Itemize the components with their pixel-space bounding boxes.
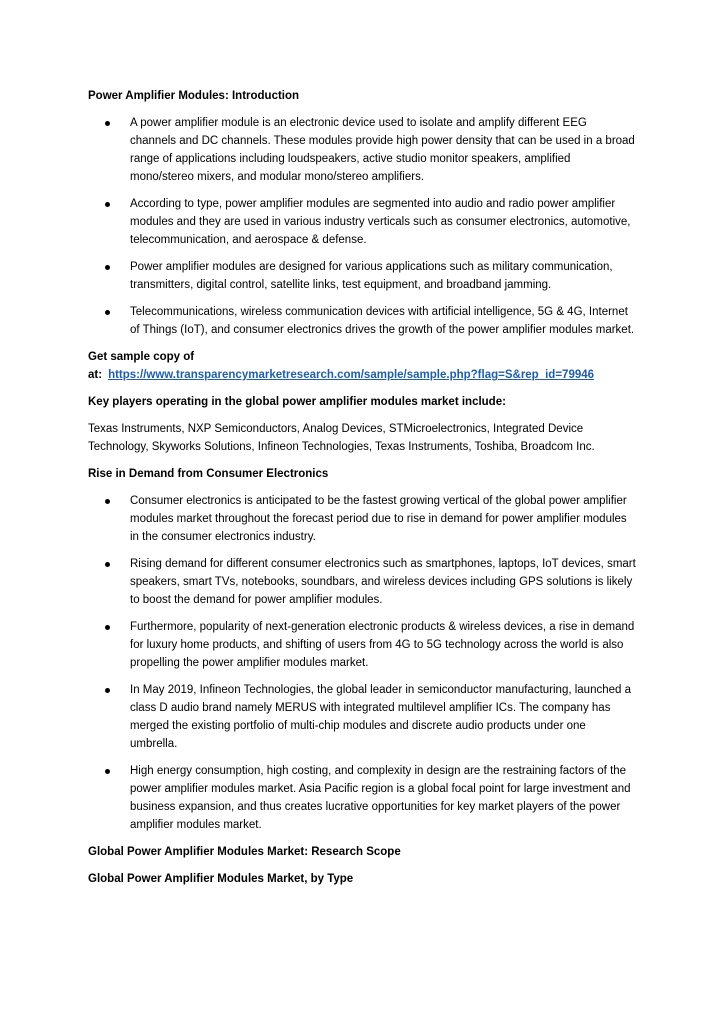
bullet-text: A power amplifier module is an electronic device used to isolate and amplify different EEG channels and DC channels. These modules provide high power density that can be used in a broad range of applications including loudspeakers, active studio monitor speakers, amplified mono/stereo mixers, and modular mono/stereo amplifiers. — [130, 117, 635, 183]
bullet-text: Furthermore, popularity of next-generation electronic products & wireless devices, a rise in demand for luxury home products, and shifting of users from 4G to 5G technology across the world is also propelling the power amplifier modules market. — [130, 621, 635, 669]
bullet-icon — [105, 310, 110, 315]
bullet-text: In May 2019, Infineon Technologies, the global leader in semiconductor manufacturing, launched a class D audio brand namely MERUS with integrated multilevel amplifier ICs. The company has merged the existing portfolio of multi-chip modules and discrete audio products under one umbrella. — [130, 684, 632, 750]
bullet-icon — [105, 499, 110, 504]
key-players-text: Texas Instruments, NXP Semiconductors, Analog Devices, STMicroelectronics, Integrated Device Technology, Skyworks Solutions, Infineon Technologies, Texas Instruments, Toshiba, Broadcom Inc. — [88, 423, 595, 453]
bullet-icon — [105, 121, 110, 126]
bullet-icon — [105, 625, 110, 630]
bullet-icon — [105, 265, 110, 270]
bullet-icon — [105, 688, 110, 693]
key-players-heading: Key players operating in the global power amplifier modules market include: — [88, 396, 506, 408]
list-item — [88, 195, 636, 249]
sample-copy-label: Get sample copy of — [88, 351, 195, 363]
intro-bullet-list — [88, 114, 636, 339]
list-item — [88, 303, 636, 339]
sample-copy-link[interactable]: https://www.transparencymarketresearch.com/sample/sample.php?flag=S&rep_id=79946 — [108, 369, 595, 381]
list-item — [88, 618, 636, 672]
list-item — [88, 681, 636, 753]
document-content — [88, 87, 636, 897]
bullet-icon — [105, 202, 110, 207]
intro-heading: Power Amplifier Modules: Introduction — [88, 90, 300, 102]
research-scope-heading: Global Power Amplifier Modules Market: Research Scope — [88, 846, 401, 858]
list-item — [88, 555, 636, 609]
bullet-text: Rising demand for different consumer electronics such as smartphones, laptops, IoT devices, smart speakers, smart TVs, notebooks, soundbars, and wireless devices including GPS solutions is likely to boost the demand for power amplifier modules. — [130, 558, 636, 606]
list-item — [88, 762, 636, 834]
bullet-text: According to type, power amplifier modules are segmented into audio and radio power amplifier modules and they are used in various industry verticals such as consumer electronics, automotive, telecommunication, and aerospace & defense. — [130, 198, 631, 246]
sample-copy-prefix: at: — [88, 369, 103, 381]
by-type-heading: Global Power Amplifier Modules Market, by Type — [88, 873, 354, 885]
bullet-icon — [105, 562, 110, 567]
sample-copy-line — [88, 366, 636, 384]
bullet-text: Telecommunications, wireless communication devices with artificial intelligence, 5G & 4G, Internet of Things (IoT), and consumer electronics drives the growth of the power amplifier modules market. — [130, 306, 635, 336]
bullet-text: High energy consumption, high costing, and complexity in design are the restraining factors of the power amplifier modules market. Asia Pacific region is a global focal point for large investment and business expansion, and thus creates lucrative opportunities for key market players of the power amplifier modules market. — [130, 765, 631, 831]
bullet-icon — [105, 769, 110, 774]
list-item — [88, 492, 636, 546]
rise-heading: Rise in Demand from Consumer Electronics — [88, 468, 329, 480]
list-item — [88, 114, 636, 186]
bullet-text: Power amplifier modules are designed for various applications such as military communication, transmitters, digital control, satellite links, test equipment, and broadband jamming. — [130, 261, 613, 291]
list-item — [88, 258, 636, 294]
bullet-text: Consumer electronics is anticipated to be the fastest growing vertical of the global power amplifier modules market throughout the forecast period due to rise in demand for power amplifier modules in the consumer electronics industry. — [130, 495, 627, 543]
sample-copy-block — [88, 348, 636, 384]
rise-bullet-list — [88, 492, 636, 834]
